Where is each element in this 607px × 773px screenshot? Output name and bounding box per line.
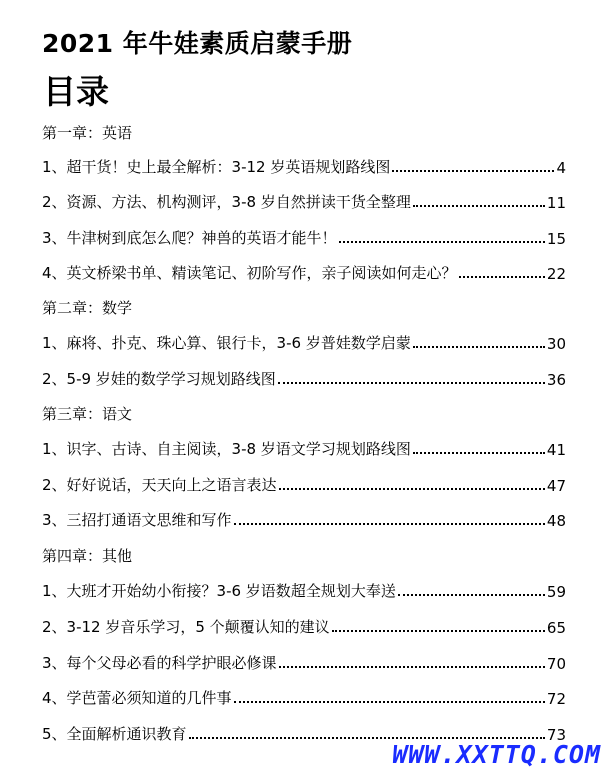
toc-entry[interactable] (42, 686, 566, 708)
dot-leader (279, 488, 545, 490)
toc-entry[interactable] (42, 437, 566, 459)
toc-entry[interactable] (42, 473, 566, 495)
toc-entry-label: 1、超干货！史上最全解析：3-12 岁英语规划路线图 (42, 158, 391, 176)
toc-entry[interactable] (42, 508, 566, 530)
toc-entry[interactable] (42, 331, 566, 353)
toc-entry-page: 73 (546, 726, 566, 744)
dot-leader (339, 241, 545, 243)
dot-leader (279, 666, 545, 668)
dot-leader (189, 737, 545, 739)
toc-entry-label: 3、三招打通语文思维和写作 (42, 511, 232, 529)
toc-entry[interactable] (42, 651, 566, 673)
toc-entry-label: 4、学芭蕾必须知道的几件事 (42, 689, 232, 707)
toc-entry-page: 48 (546, 512, 566, 530)
toc-entry-page: 22 (546, 265, 566, 283)
toc-entry-page: 47 (546, 477, 566, 495)
dot-leader (234, 701, 545, 703)
toc-entry-label: 4、英文桥梁书单、精读笔记、初阶写作，亲子阅读如何走心？ (42, 264, 457, 282)
toc-entry-label: 1、麻将、扑克、珠心算、银行卡，3-6 岁普娃数学启蒙 (42, 334, 411, 352)
toc-entry-page: 4 (556, 159, 566, 177)
dot-leader (234, 523, 545, 525)
toc-entry-page: 65 (546, 619, 566, 637)
toc-entry-page: 15 (546, 230, 566, 248)
toc-entry[interactable] (42, 226, 566, 248)
toc-entry-label: 1、大班才开始幼小衔接？3-6 岁语数超全规划大奉送 (42, 582, 396, 600)
toc-entry-page: 70 (546, 655, 566, 673)
toc-entry-page: 30 (546, 335, 566, 353)
toc-entry-page: 59 (546, 583, 566, 601)
toc-entry-label: 2、资源、方法、机构测评，3-8 岁自然拼读干货全整理 (42, 193, 411, 211)
toc-entry-page: 41 (546, 441, 566, 459)
toc-entry-page: 72 (546, 690, 566, 708)
chapter-heading-chinese: 第三章：语文 (42, 405, 133, 423)
dot-leader (413, 346, 545, 348)
toc-entry[interactable] (42, 155, 566, 177)
toc-entry-page: 11 (546, 194, 566, 212)
dot-leader (413, 452, 545, 454)
site-watermark: WWW.XXTTQ.COM (392, 740, 601, 769)
toc-entry-label: 1、识字、古诗、自主阅读，3-8 岁语文学习规划路线图 (42, 440, 411, 458)
toc-entry-label: 3、牛津树到底怎么爬？神兽的英语才能牛！ (42, 229, 337, 247)
toc-entry-label: 5、全面解析通识教育 (42, 725, 187, 743)
chapter-heading-other: 第四章：其他 (42, 547, 133, 565)
document-title: 2021 年牛娃素质启蒙手册 (42, 29, 353, 58)
dot-leader (278, 382, 545, 384)
chapter-heading-math: 第二章：数学 (42, 299, 133, 317)
toc-entry[interactable] (42, 190, 566, 212)
toc-entry[interactable] (42, 579, 566, 601)
toc-entry-label: 2、3-12 岁音乐学习，5 个颠覆认知的建议 (42, 618, 330, 636)
dot-leader (398, 594, 545, 596)
toc-entry[interactable] (42, 261, 566, 283)
toc-entry-label: 2、好好说话，天天向上之语言表达 (42, 476, 277, 494)
toc-entry-label: 3、每个父母必看的科学护眼必修课 (42, 654, 277, 672)
toc-heading: 目录 (43, 72, 109, 111)
toc-entry[interactable] (42, 367, 566, 389)
toc-entry-label: 2、5-9 岁娃的数学学习规划路线图 (42, 370, 276, 388)
chapter-heading-english: 第一章：英语 (42, 124, 133, 142)
dot-leader (459, 276, 545, 278)
dot-leader (392, 170, 554, 172)
dot-leader (413, 205, 545, 207)
toc-entry[interactable] (42, 615, 566, 637)
toc-entry-page: 36 (546, 371, 566, 389)
dot-leader (332, 630, 545, 632)
